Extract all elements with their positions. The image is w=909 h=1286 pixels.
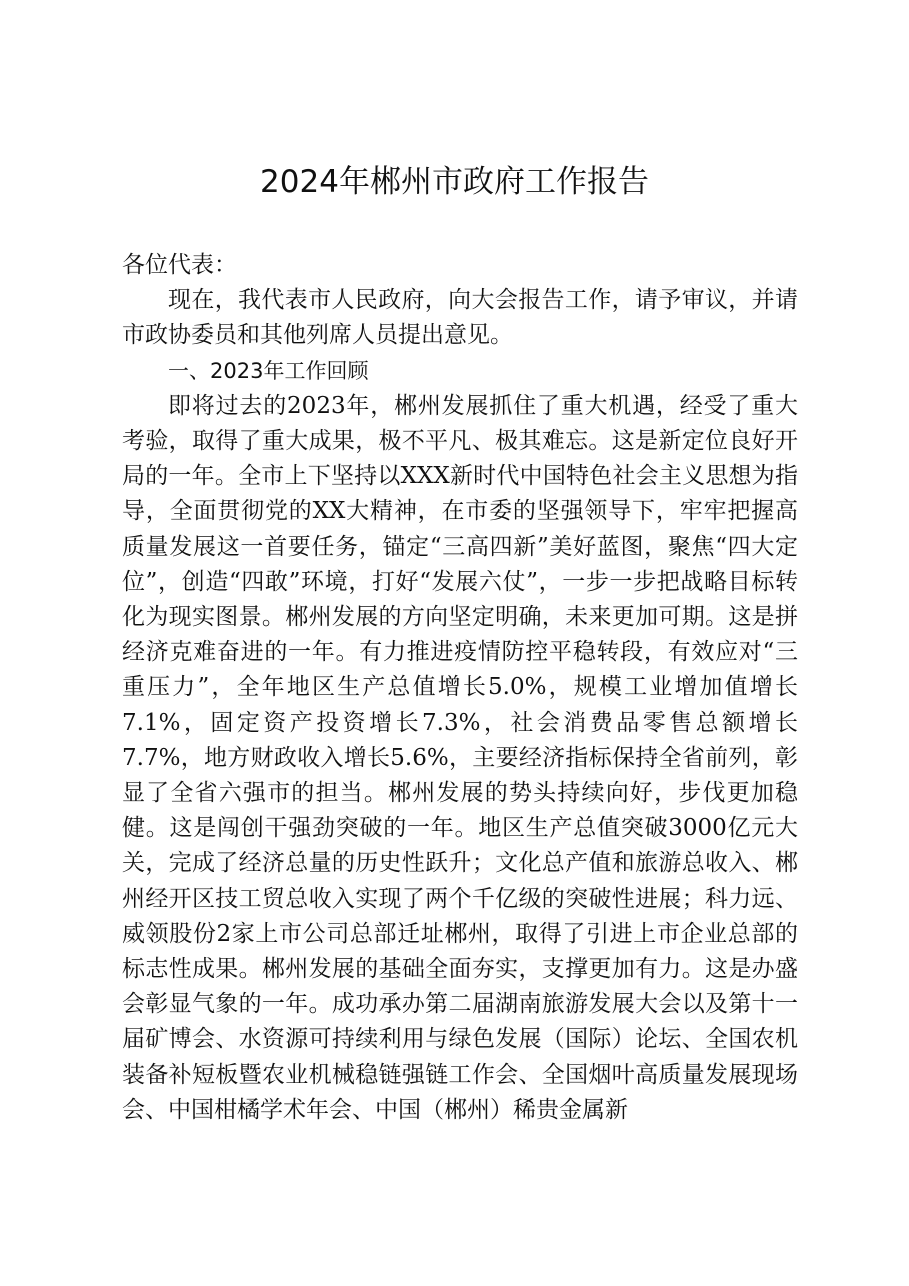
document-body <box>122 248 798 1128</box>
salutation: 各位代表： <box>122 252 237 278</box>
document-title: 2024年郴州市政府工作报告 <box>260 164 649 200</box>
section-heading: 一、2023年工作回顾 <box>168 358 369 383</box>
intro-paragraph: 现在，我代表市人民政府，向大会报告工作，请予审议，并请市政协委员和其他列席人员提出意见。 <box>122 287 798 349</box>
review-paragraph: 即将过去的2023年，郴州发展抓住了重大机遇，经受了重大考验，取得了重大成果，极不平凡、极其难忘。这是新定位良好开局的一年。全市上下坚持以XXX新时代中国特色社会主义思想为指导，全面贯彻党的XX大精神，在市委的坚强领导下，牢牢把握高质量发展这一首要任务，锚定“三高四新”美好蓝图，聚焦“四大定位”，创造“四敢”环境，打好“发展六仗”，一步一步把战略目标转化为现实图景。郴州发展的方向坚定明确，未来更加可期。这是拼经济克难奋进的一年。有力推进疫情防控平稳转段，有效应对“三重压力”，全年地区生产总值增长5.0%，规模工业增加值增长7.1%，固定资产投资增长7.3%，社会消费品零售总额增长7.7%，地方财政收入增长5.6%，主要经济指标保持全省前列，彰显了全省六强市的担当。郴州发展的势头持续向好，步伐更加稳健。这是闯创干强劲突破的一年。地区生产总值突破3000亿元大关，完成了经济总量的历史性跃升；文化总产值和旅游总收入、郴州经开区技工贸总收入实现了两个千亿级的突破性进展；科力远、威领股份2家上市公司总部迁址郴州，取得了引进上市企业总部的标志性成果。郴州发展的基础全面夯实，支撑更加有力。这是办盛会彰显气象的一年。成功承办第二届湖南旅游发展大会以及第十一届矿博会、水资源可持续利用与绿色发展（国际）论坛、全国农机装备补短板暨农业机械稳链强链工作会、全国烟叶高质量发展现场会、中国柑橘学术年会、中国（郴州）稀贵金属新 <box>122 392 798 1123</box>
